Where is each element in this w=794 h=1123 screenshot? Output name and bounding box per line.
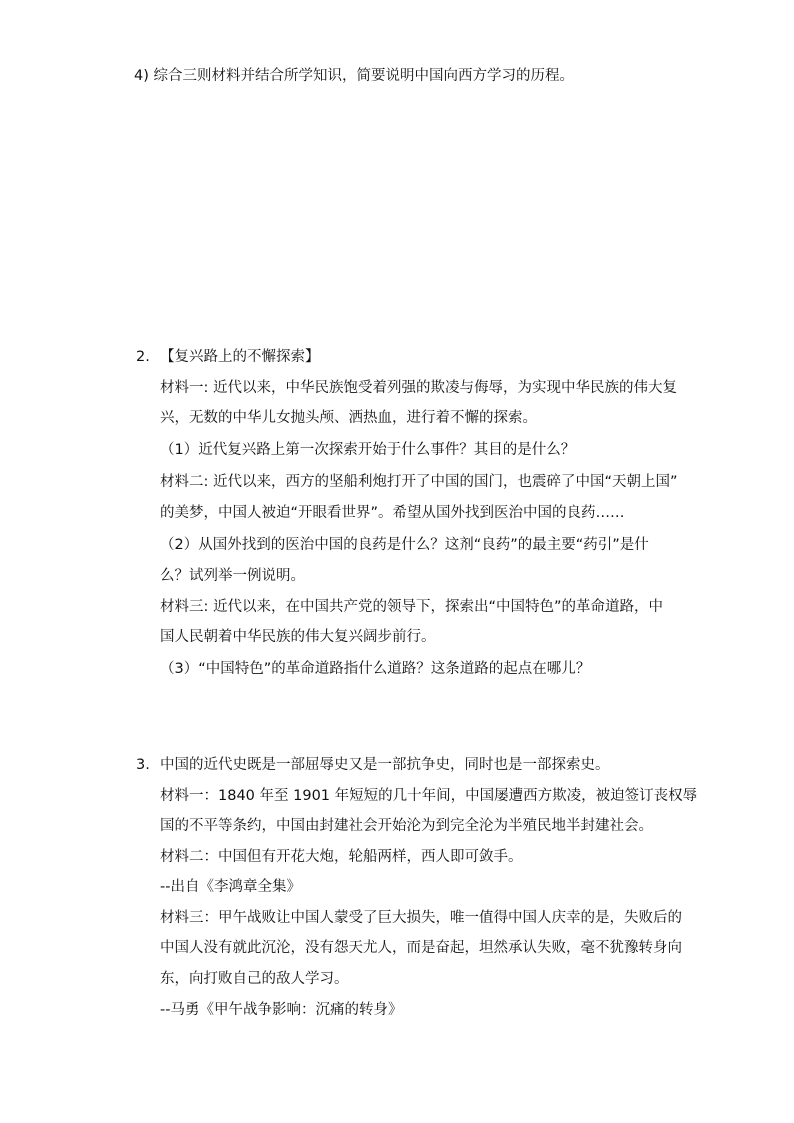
q2-material1-line2: 兴，无数的中华儿女抛头颅、洒热血，进行着不懈的探索。 xyxy=(160,410,537,426)
q2-question1: （1）近代复兴路上第一次探索开始于什么事件？其目的是什么？ xyxy=(160,442,576,458)
q3-material1-line1: 材料一：1840 年至 1901 年短短的几十年间，中国屡遭西方欺凌，被迫签订丧权辱 xyxy=(160,788,698,804)
q3-material2-line1: 材料二：中国但有开花大炮，轮船两样，西人即可敛手。 xyxy=(160,849,523,865)
q3-intro: 中国的近代史既是一部屈辱史又是一部抗争史，同时也是一部探索史。 xyxy=(160,757,610,773)
q2-material2-line2: 的美梦，中国人被迫“开眼看世界”。希望从国外找到医治中国的良药…… xyxy=(160,505,625,521)
q1-part4-text: 4) 综合三则材料并结合所学知识，简要说明中国向西方学习的历程。 xyxy=(134,68,574,84)
q3-material3-line2: 中国人没有就此沉沦，没有怨天尤人，而是奋起，坦然承认失败，毫不犹豫转身向 xyxy=(160,940,682,956)
q3-material3-line1: 材料三：甲午战败让中国人蒙受了巨大损失，唯一值得中国人庆幸的是，失败后的 xyxy=(160,910,682,926)
q2-question2-line1: （2）从国外找到的医治中国的良药是什么？这剂“良药”的最主要“药引”是什 xyxy=(160,537,649,553)
q2-title: 【复兴路上的不懈探索】 xyxy=(160,349,320,365)
q3-material3-line3: 东，向打败自己的敌人学习。 xyxy=(160,971,349,987)
q3-number: 3. xyxy=(136,757,150,773)
q3-material2-source: --出自《李鸿章全集》 xyxy=(160,879,301,895)
q2-question3: （3）“中国特色”的革命道路指什么道路？这条道路的起点在哪儿？ xyxy=(160,661,591,677)
q2-material2-line1: 材料二: 近代以来，西方的坚船利炮打开了中国的国门，也震碎了中国“天朝上国” xyxy=(160,474,678,490)
q2-material3-line1: 材料三: 近代以来，在中国共产党的领导下，探索出“中国特色”的革命道路，中 xyxy=(160,599,664,615)
q2-number: 2. xyxy=(136,349,150,365)
q3-material3-source: --马勇《甲午战争影响：沉痛的转身》 xyxy=(160,1002,403,1018)
q2-question2-line2: 么？试列举一例说明。 xyxy=(160,568,305,584)
q2-material3-line2: 国人民朝着中华民族的伟大复兴阔步前行。 xyxy=(160,629,436,645)
q2-material1-line1: 材料一: 近代以来，中华民族饱受着列强的欺凌与侮辱，为实现中华民族的伟大复 xyxy=(160,380,677,396)
q3-material1-line2: 国的不平等条约，中国由封建社会开始沦为到完全沦为半殖民地半封建社会。 xyxy=(160,818,653,834)
